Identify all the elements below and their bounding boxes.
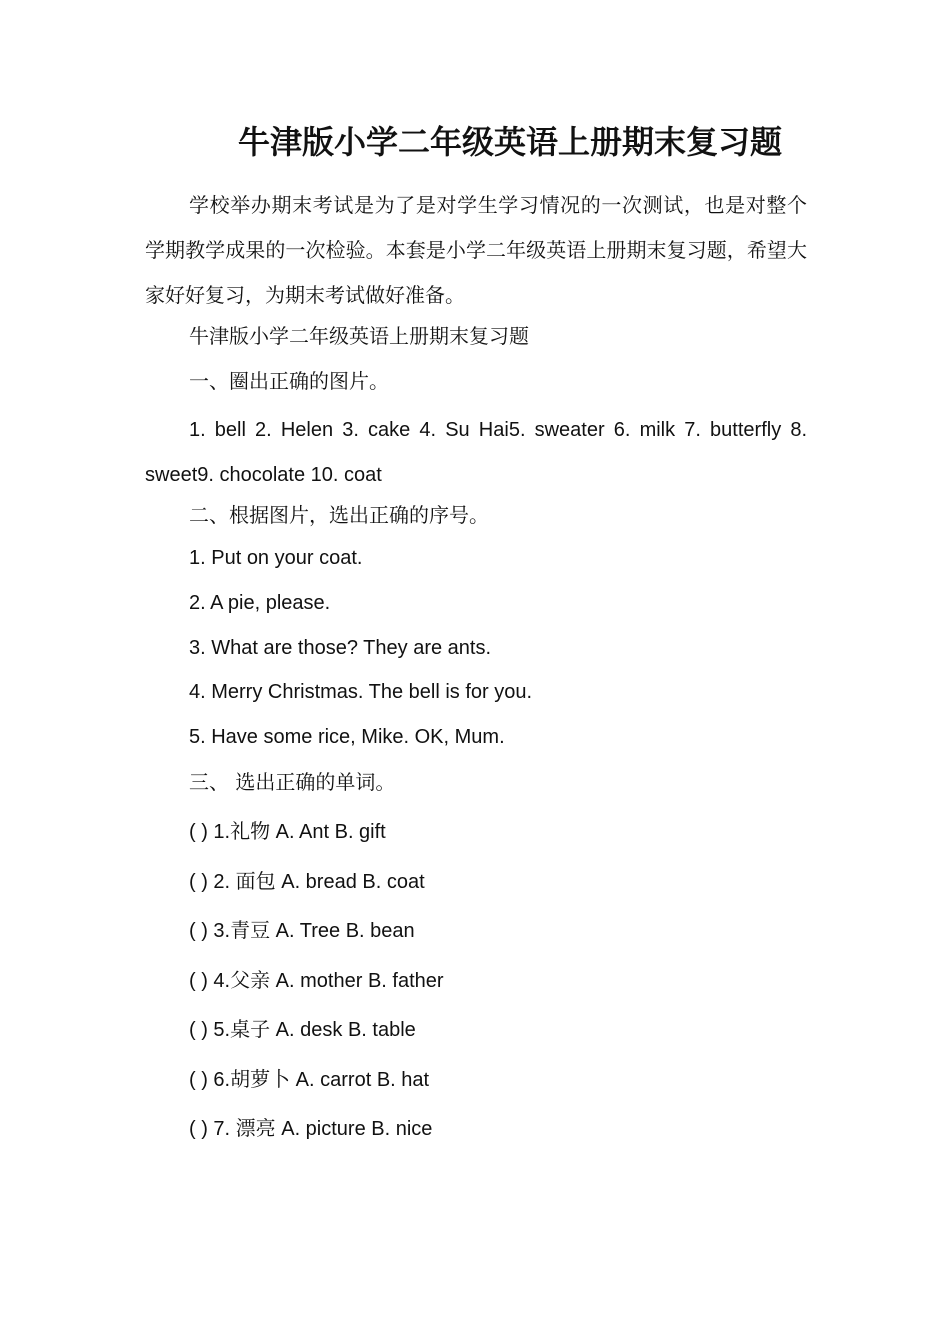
word-list-line-2: sweet9. chocolate 10. coat xyxy=(145,464,382,486)
item-prefix: ( ) 7. xyxy=(189,1118,236,1140)
section3-item-1 xyxy=(189,816,386,847)
section1-word-list xyxy=(145,408,807,498)
section2-item-3: 3. What are those? They are ants. xyxy=(189,637,492,659)
item-prefix: ( ) 3. xyxy=(189,920,231,942)
item-options: A. mother B. father xyxy=(270,970,444,992)
item-options: A. Ant B. gift xyxy=(270,821,386,843)
item-chinese: 面包 xyxy=(235,869,276,893)
item-options: A. Tree B. bean xyxy=(270,920,415,942)
item-options: A. bread B. coat xyxy=(275,871,425,893)
word-list-line-1: 1. bell 2. Helen 3. cake 4. Su Hai5. sweater 6. milk 7. butterfly 8. xyxy=(189,419,807,441)
section2-item-1: 1. Put on your coat. xyxy=(189,547,363,569)
item-chinese: 漂亮 xyxy=(235,1116,276,1140)
item-chinese: 桌子 xyxy=(230,1017,271,1041)
item-options: A. picture B. nice xyxy=(275,1118,433,1140)
section3-item-4 xyxy=(189,965,444,996)
item-chinese: 青豆 xyxy=(230,918,271,942)
item-prefix: ( ) 6. xyxy=(189,1069,231,1091)
item-options: A. desk B. table xyxy=(270,1019,416,1041)
document-title: 牛津版小学二年级英语上册期末复习题 xyxy=(237,123,782,161)
item-prefix: ( ) 2. xyxy=(189,871,236,893)
section3-item-3 xyxy=(189,915,415,946)
item-options: A. carrot B. hat xyxy=(290,1069,430,1091)
section3-heading: 三、 选出正确的单词。 xyxy=(189,770,396,794)
item-chinese: 胡萝卜 xyxy=(230,1067,291,1091)
section1-heading: 一、圈出正确的图片。 xyxy=(189,369,389,393)
subtitle: 牛津版小学二年级英语上册期末复习题 xyxy=(189,324,529,348)
section3-item-6 xyxy=(189,1064,429,1095)
item-prefix: ( ) 5. xyxy=(189,1019,231,1041)
intro-paragraph: 学校举办期末考试是为了是对学生学习情况的一次测试，也是对整个学期教学成果的一次检验。本套是小学二年级英语上册期末复习题，希望大家好好复习，为期末考试做好准备。 xyxy=(145,193,807,307)
item-prefix: ( ) 1. xyxy=(189,821,231,843)
section3-item-2 xyxy=(189,866,425,897)
section2-item-4: 4. Merry Christmas. The bell is for you. xyxy=(189,681,533,703)
section2-heading: 二、根据图片，选出正确的序号。 xyxy=(189,503,489,527)
section2-item-5: 5. Have some rice, Mike. OK, Mum. xyxy=(189,726,505,748)
section3-item-5 xyxy=(189,1014,416,1045)
section3-item-7 xyxy=(189,1113,432,1144)
section2-item-2: 2. A pie, please. xyxy=(189,592,331,614)
item-chinese: 礼物 xyxy=(230,819,271,843)
item-chinese: 父亲 xyxy=(230,968,271,992)
item-prefix: ( ) 4. xyxy=(189,970,231,992)
